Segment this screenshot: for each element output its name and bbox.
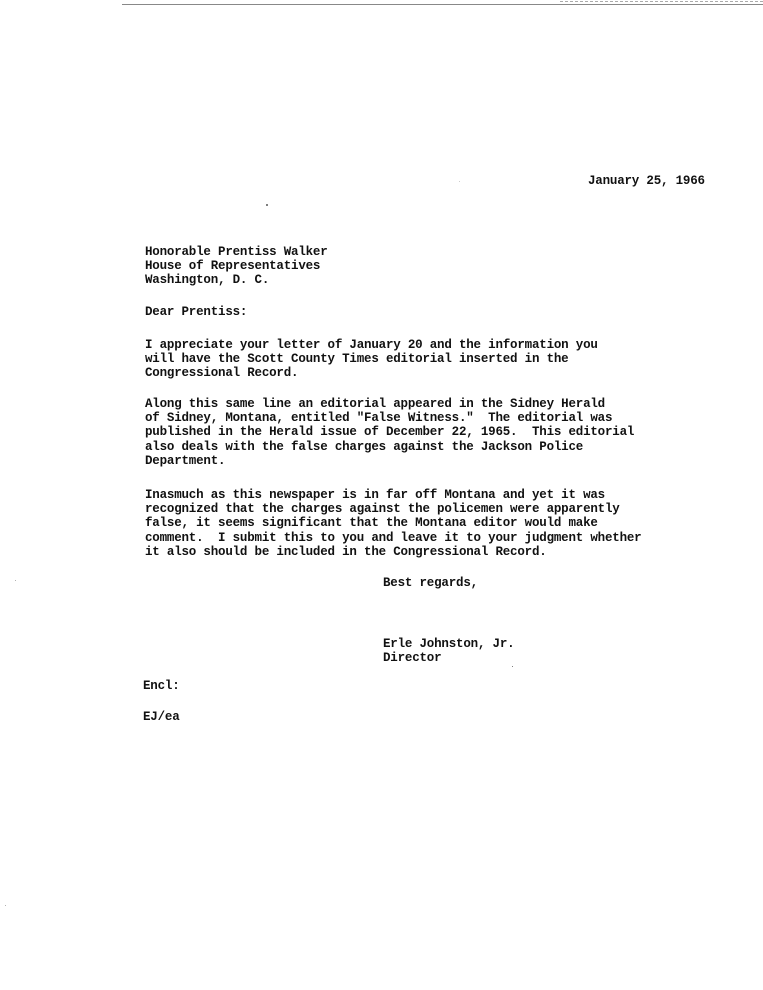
paragraph-3 <box>145 488 665 559</box>
scan-speck <box>5 905 6 906</box>
scan-speck <box>459 181 460 182</box>
paragraph-line: Along this same line an editorial appeared in the Sidney Herald <box>145 397 605 411</box>
salutation <box>145 305 665 319</box>
address-line: Washington, D. C. <box>145 273 270 288</box>
paragraph-line: false, it seems significant that the Montana editor would make <box>145 516 598 531</box>
scan-speck <box>15 580 16 581</box>
recipient-address <box>145 245 665 288</box>
paragraph-line: comment. I submit this to you and leave it to your judgment whether <box>145 530 642 545</box>
scan-speck <box>266 204 268 206</box>
signer-name: Erle Johnston, Jr. <box>383 637 515 651</box>
paragraph-line: of Sidney, Montana, entitled "False Witness." The editorial was <box>145 411 613 426</box>
scan-speck <box>512 666 513 667</box>
signature-block <box>383 637 514 665</box>
salutation-text: Dear Prentiss: <box>145 305 248 319</box>
enclosure-note: Encl: <box>143 679 180 693</box>
letter-date: January 25, 1966 <box>588 174 705 188</box>
address-line: Honorable Prentiss Walker <box>145 245 328 259</box>
paragraph-1 <box>145 338 665 381</box>
paragraph-line: Department. <box>145 453 226 468</box>
closing: Best regards, <box>383 576 478 590</box>
paragraph-line: Congressional Record. <box>145 366 299 381</box>
reference-initials: EJ/ea <box>143 710 180 724</box>
paragraph-line: recognized that the charges against the policemen were apparently <box>145 502 620 517</box>
paragraph-line: it also should be included in the Congressional Record. <box>145 544 547 559</box>
address-line: House of Representatives <box>145 259 321 274</box>
paragraph-2 <box>145 397 665 468</box>
paragraph-line: Inasmuch as this newspaper is in far off Montana and yet it was <box>145 488 605 502</box>
paragraph-line: also deals with the false charges against the Jackson Police <box>145 439 584 454</box>
paragraph-line: I appreciate your letter of January 20 and the information you <box>145 338 598 352</box>
paragraph-line: will have the Scott County Times editorial inserted in the <box>145 352 569 367</box>
paragraph-line: published in the Herald issue of December 22, 1965. This editorial <box>145 425 635 440</box>
signer-title: Director <box>383 651 442 666</box>
